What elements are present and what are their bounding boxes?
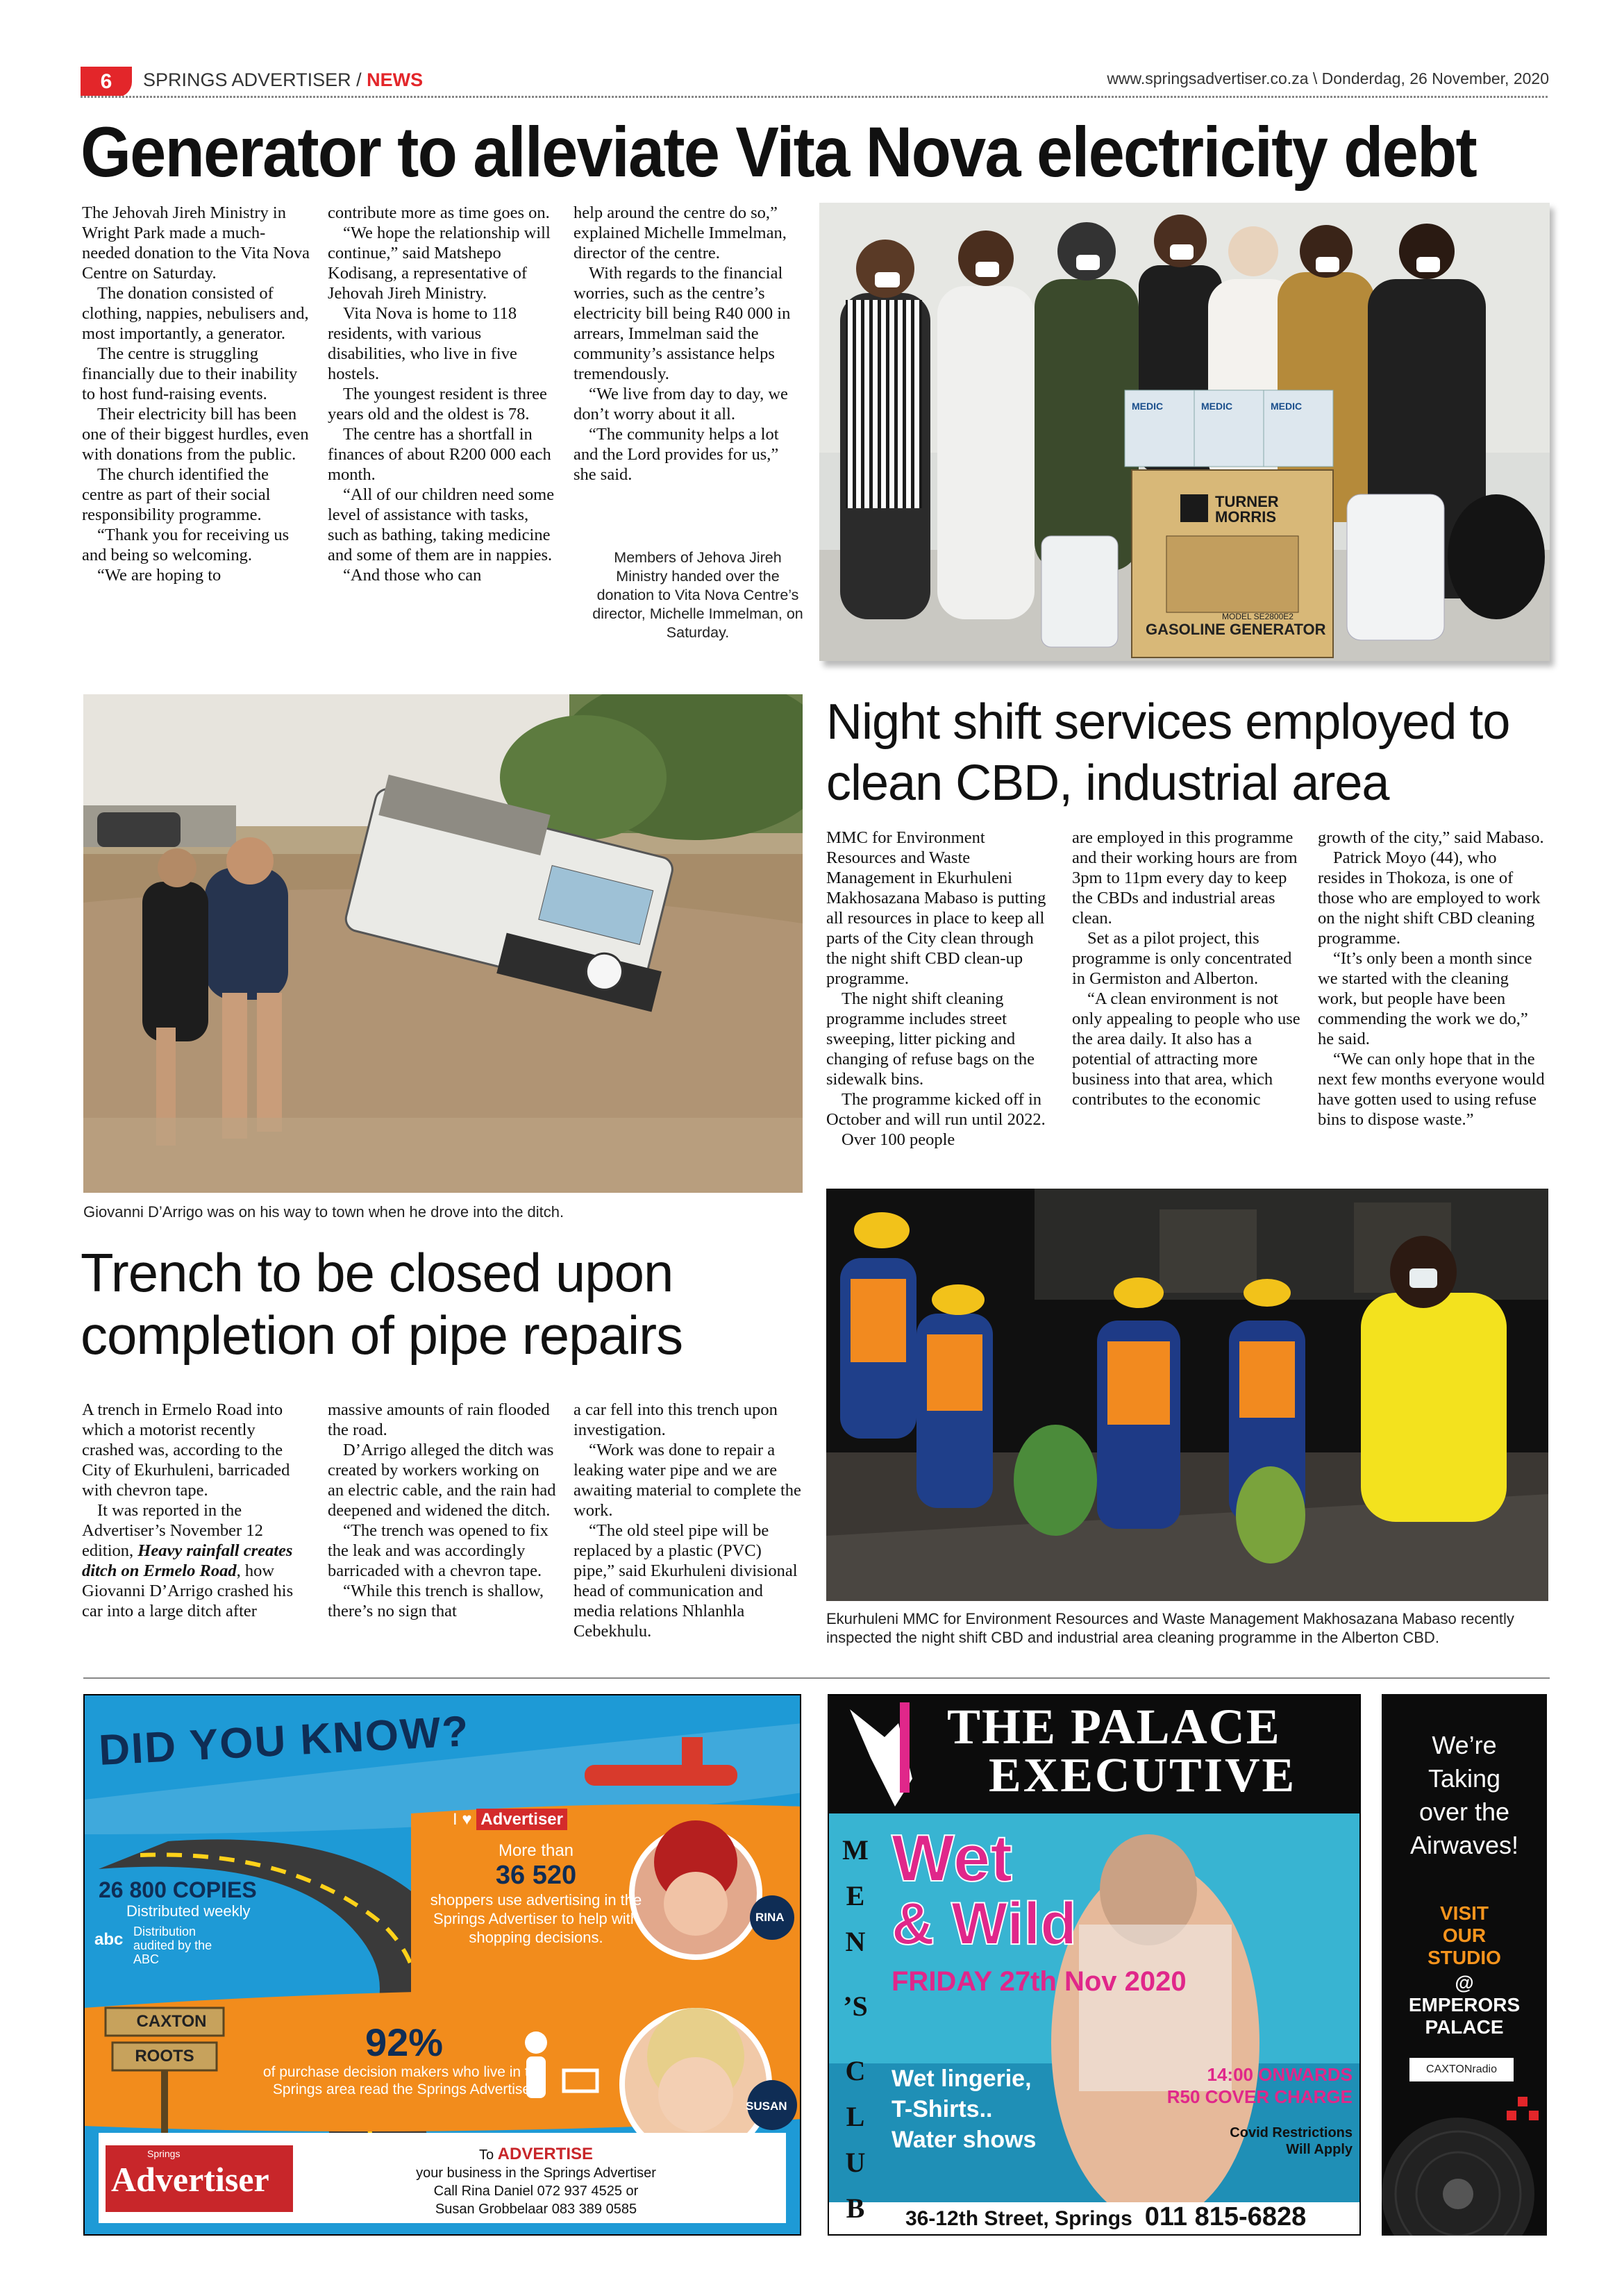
paragraph: “The community helps a lot and the Lord provides for us,” she said. bbox=[574, 425, 779, 484]
paragraph: “While this trench is shallow, there’s no sign that bbox=[328, 1582, 544, 1620]
dancer-silhouette-icon bbox=[836, 1695, 933, 1813]
palace-body bbox=[829, 1813, 1361, 2236]
paragraph: “The old steel pipe will be replaced by a plastic (PVC) pipe,” said Ekurhuleni divisional head of communication and media relations Nhlanhla Cebekhulu. bbox=[574, 1521, 798, 1641]
ads-divider bbox=[83, 1677, 1550, 1679]
paragraph: The youngest resident is three years old and the oldest is 78. bbox=[328, 385, 547, 424]
ad-shoppers-number: 36 520 bbox=[495, 1861, 577, 1890]
trench-headline bbox=[81, 1241, 817, 1366]
logo-text: Advertiser bbox=[111, 2160, 269, 2199]
paragraph: Patrick Moyo (44), who resides in Thokoza, is one of those who are employed to work on the night shift CBD cleaning programme. bbox=[1318, 848, 1541, 948]
ad-name-susan: SUSAN bbox=[746, 2100, 787, 2113]
paragraph: “And those who can bbox=[343, 566, 482, 585]
ad-love-brand: Advertiser bbox=[476, 1809, 567, 1830]
paragraph: Set as a pilot project, this programme is only concentrated in Germiston and Alberton. bbox=[1072, 929, 1292, 988]
page-number: 6 bbox=[81, 67, 132, 97]
paragraph: “Work was done to repair a leaking water pipe and we are awaiting material to complete the work. bbox=[574, 1441, 801, 1520]
radio-visit-1: VISIT bbox=[1439, 1902, 1489, 1924]
palace-wet: Wet bbox=[891, 1821, 1013, 1895]
trench-photo-caption: Giovanni D’Arrigo was on his way to town when he drove into the ditch. bbox=[83, 1203, 564, 1221]
radio-headline bbox=[1382, 1729, 1547, 1862]
paragraph: “The trench was opened to fix the leak and was accordingly barricaded with a chevron tape. bbox=[328, 1521, 549, 1580]
brand-label-2: MORRIS bbox=[1215, 508, 1276, 526]
lead-col-2 bbox=[328, 203, 557, 585]
ad-shoppers-text: shoppers use advertising in the Springs Advertiser to help with shopping decisions. bbox=[430, 1891, 642, 1946]
paragraph: The donation consisted of clothing, nappies, nebulisers and, most importantly, a generator. bbox=[82, 284, 309, 343]
caxton-radio-logo: CAXTONradio bbox=[1409, 2058, 1514, 2081]
palace-item-2: T-Shirts.. bbox=[891, 2096, 993, 2122]
radio-venue-2: PALACE bbox=[1425, 2016, 1504, 2038]
model-label: MODEL SE2800E2 bbox=[1222, 612, 1294, 621]
night-caption: Ekurhuleni MMC for Environment Resources and Waste Management Makhosazana Mabaso recently inspected the night shift CBD and industrial area cleaning programme in the Alberton CBD. bbox=[826, 1610, 1514, 1646]
palace-item-3: Water shows bbox=[891, 2127, 1037, 2153]
palace-contact bbox=[905, 2202, 1357, 2232]
ad-love-line bbox=[453, 1810, 567, 1829]
radio-visit-3: STUDIO bbox=[1428, 1947, 1501, 1968]
cta-line-3: Susan Grobbelaar 083 389 0585 bbox=[435, 2202, 637, 2217]
ad-abc-text: Distribution audited by the ABC bbox=[133, 1925, 212, 1966]
lead-col-1 bbox=[82, 203, 311, 585]
separator: / bbox=[351, 69, 367, 90]
night-col-3 bbox=[1318, 828, 1547, 1130]
sign-caxton: CAXTON bbox=[136, 2012, 207, 2031]
paragraph: contribute more as time goes on. bbox=[328, 203, 550, 222]
trench-col-3 bbox=[574, 1400, 803, 1641]
night-col-1 bbox=[826, 828, 1055, 1150]
paragraph: “It’s only been a month since we started with the cleaning work, but people have been commending the work we do,” he said. bbox=[1318, 949, 1532, 1048]
ad-palace-executive[interactable] bbox=[828, 1694, 1361, 2236]
palace-time-charge bbox=[1167, 2063, 1353, 2108]
night-photo-illustration bbox=[826, 1189, 1548, 1601]
sign-roots: ROOTS bbox=[135, 2047, 194, 2065]
palace-items bbox=[891, 2063, 1036, 2155]
paragraph: Over 100 people bbox=[842, 1130, 955, 1149]
trench-photo bbox=[83, 694, 803, 1193]
night-photo bbox=[826, 1189, 1548, 1601]
paragraph: D’Arrigo alleged the ditch was created by workers working on an electric cable, and the rain had deepened and widened the ditch. bbox=[328, 1441, 556, 1520]
palace-item-1: Wet lingerie, bbox=[891, 2065, 1032, 2092]
paragraph: help around the centre do so,” explained Michelle Immelman, director of the centre. bbox=[574, 203, 787, 262]
paragraph: growth of the city,” said Mabaso. bbox=[1318, 828, 1544, 847]
abc-logo: abc bbox=[94, 1930, 124, 1949]
paragraph: “A clean environment is not only appealing to people who use the area daily. It also has a potential of attracting more business into that area, which contributes to the economic bbox=[1072, 989, 1300, 1109]
night-headline-line-2: clean CBD, industrial area bbox=[826, 755, 1389, 811]
trench-photo-illustration bbox=[83, 694, 803, 1193]
publication-name: SPRINGS ADVERTISER bbox=[143, 69, 351, 90]
ad-copies-sub: Distributed weekly bbox=[126, 1902, 251, 1920]
website-date: www.springsadvertiser.co.za \ Donderdag, 26 November, 2020 bbox=[1107, 69, 1549, 87]
paragraph: MMC for Environment Resources and Waste Management in Ekurhuleni Makhosazana Mabaso is putting all resources in place to keep all parts of the City clean through the night shift CBD clean-up programme. bbox=[826, 828, 1046, 988]
night-col-2 bbox=[1072, 828, 1301, 1109]
brand-label-1: TURNER bbox=[1215, 493, 1279, 510]
paragraph: “We can only hope that in the next few months everyone would have gotten used to using refuse bins to dispose waste.” bbox=[1318, 1050, 1545, 1129]
radio-line-4: Airwaves! bbox=[1409, 1831, 1519, 1859]
ad-percent: 92% bbox=[365, 2020, 444, 2064]
medic-label-1: MEDIC bbox=[1132, 401, 1164, 412]
vertical-letter: U bbox=[845, 2147, 866, 2178]
vertical-letter: L bbox=[846, 2101, 865, 2132]
ad-caxton-radio[interactable] bbox=[1382, 1694, 1547, 2236]
vertical-letter: C bbox=[845, 2055, 866, 2086]
vertical-letter: E bbox=[846, 1880, 865, 1911]
lead-col-3 bbox=[574, 203, 803, 485]
paragraph: are employed in this programme and their working hours are from 3pm to 11pm every day to keep the CBDs and industrial areas clean. bbox=[1072, 828, 1298, 928]
logo-small-text: Springs bbox=[147, 2148, 181, 2159]
ad-percent-text: of purchase decision makers who live in the Springs area read the Springs Advertiser bbox=[262, 2064, 546, 2097]
ad-cta bbox=[286, 2145, 786, 2218]
lead-photo bbox=[819, 203, 1550, 661]
palace-time: 14:00 ONWARDS bbox=[1207, 2064, 1353, 2085]
vinyl-record-icon bbox=[1382, 2097, 1547, 2236]
palace-restrict-2: Will Apply bbox=[1286, 2142, 1353, 2157]
ad-did-you-know[interactable] bbox=[83, 1694, 801, 2236]
ad-copies: 26 800 COPIES bbox=[99, 1877, 257, 1902]
palace-header bbox=[829, 1695, 1361, 1813]
vertical-letter: N bbox=[845, 1926, 866, 1957]
palace-phone: 011 815-6828 bbox=[1144, 2202, 1307, 2231]
vertical-letter: B bbox=[846, 2193, 865, 2224]
lead-headline: Generator to alleviate Vita Nova electricity debt bbox=[81, 112, 1476, 192]
radio-visit bbox=[1382, 1902, 1547, 1969]
cta-line-1: your business in the Springs Advertiser bbox=[416, 2165, 656, 2181]
paragraph: The programme kicked off in October and will run until 2022. bbox=[826, 1090, 1046, 1129]
product-label: GASOLINE GENERATOR bbox=[1146, 621, 1326, 638]
lead-photo-illustration bbox=[819, 203, 1550, 661]
paragraph: a car fell into this trench upon investigation. bbox=[574, 1400, 778, 1439]
paragraph: Their electricity bill has been one of their biggest hurdles, even with donations from the public. bbox=[82, 405, 309, 464]
radio-at: @ bbox=[1455, 1972, 1474, 1993]
palace-restrict-1: Covid Restrictions bbox=[1230, 2125, 1353, 2140]
palace-wild: & Wild bbox=[891, 1891, 1077, 1957]
paragraph: “We hope the relationship will continue,” said Matshepo Kodisang, a representative of Jehovah Jireh Ministry. bbox=[328, 224, 551, 303]
night-headline bbox=[826, 692, 1555, 814]
ad-shoppers-block bbox=[425, 1841, 647, 1947]
radio-venue bbox=[1382, 1972, 1547, 2038]
trench-col-2 bbox=[328, 1400, 557, 1621]
section-label bbox=[143, 69, 423, 91]
trench-headline-line-2: completion of pipe repairs bbox=[81, 1305, 683, 1366]
palace-date: FRIDAY 27th Nov 2020 bbox=[891, 1966, 1187, 1997]
radio-line-3: over the bbox=[1418, 1798, 1510, 1826]
header-rule bbox=[81, 96, 1549, 98]
vertical-letter: ’S bbox=[843, 1991, 868, 2022]
advertiser-logo bbox=[106, 2145, 293, 2212]
radio-line-2: Taking bbox=[1428, 1764, 1501, 1793]
paragraph: “We are hoping to bbox=[97, 566, 221, 585]
ad-more-than: More than bbox=[498, 1841, 574, 1860]
paragraph: With regards to the financial worries, such as the centre’s electricity bill being R40 000 in arrears, Immelman said the community’s assistance helps tremendously. bbox=[574, 264, 791, 383]
paragraph: “We live from day to day, we don’t worry about it all. bbox=[574, 385, 788, 424]
paragraph: “Thank you for receiving us and being so welcoming. bbox=[82, 526, 290, 564]
palace-address: 36-12th Street, Springs bbox=[905, 2207, 1132, 2230]
cta-word: ADVERTISE bbox=[497, 2145, 594, 2163]
vertical-letter: M bbox=[842, 1834, 869, 1866]
trench-headline-line-1: Trench to be closed upon bbox=[81, 1242, 673, 1303]
palace-title-1: THE PALACE bbox=[947, 1699, 1281, 1754]
lead-caption: Members of Jehova Jireh Ministry handed over the donation to Vita Nova Centre’s director, Michelle Immelman, on Saturday. bbox=[592, 549, 803, 641]
ad-title: DID YOU KNOW? bbox=[97, 1707, 471, 1775]
paragraph: Vita Nova is home to 118 residents, with various disabilities, who live in five hostels. bbox=[328, 304, 517, 383]
palace-charge: R50 COVER CHARGE bbox=[1166, 2086, 1353, 2107]
cta-line-2: Call Rina Daniel 072 937 4525 or bbox=[433, 2184, 639, 2199]
paragraph: The centre is struggling financially due to their inability to host fund-raising events. bbox=[82, 344, 298, 403]
paragraph: The Jehovah Jireh Ministry in Wright Park made a much-needed donation to the Vita Nova Centre on Saturday. bbox=[82, 203, 310, 283]
palace-title-2: EXECUTIVE bbox=[989, 1749, 1297, 1802]
radio-visit-2: OUR bbox=[1442, 1925, 1487, 1946]
trench-col-1: A trench in Ermelo Road into which a motorist recently crashed was, according to the City of Ekurhuleni, barricaded with chevron tape. It was reported in the Advertiser’s November 12 edition, Heavy rainfall creates ditch on Ermelo Road, how Giovanni D’Arrigo crashed his car into a large ditch after bbox=[82, 1400, 294, 1620]
section-name: NEWS bbox=[367, 69, 424, 90]
ad-name-rina: RINA bbox=[755, 1911, 785, 1924]
paragraph: The night shift cleaning programme includes street sweeping, litter picking and changing of refuse bags on the sidewalk bins. bbox=[826, 989, 1035, 1089]
paragraph: The church identified the centre as part of their social responsibility programme. bbox=[82, 465, 271, 524]
mens-club-vertical bbox=[835, 1827, 876, 2231]
paragraph: “All of our children need some level of assistance with tasks, such as bathing, taking medicine and some of them are in nappies. bbox=[328, 485, 555, 564]
medic-label-2: MEDIC bbox=[1201, 401, 1233, 412]
cta-prefix: To bbox=[478, 2147, 498, 2163]
medic-label-3: MEDIC bbox=[1271, 401, 1303, 412]
paragraph: massive amounts of rain flooded the road. bbox=[328, 1400, 550, 1439]
radio-line-1: We’re bbox=[1432, 1731, 1497, 1759]
night-headline-line-1: Night shift services employed to bbox=[826, 694, 1510, 750]
radio-venue-1: EMPERORS bbox=[1408, 1994, 1521, 2016]
ad-love-prefix: I ♥ bbox=[453, 1810, 472, 1829]
ad-percent-block bbox=[251, 2022, 557, 2098]
palace-restrictions bbox=[1230, 2125, 1353, 2158]
paragraph: The centre has a shortfall in finances of about R200 000 each month. bbox=[328, 425, 551, 484]
